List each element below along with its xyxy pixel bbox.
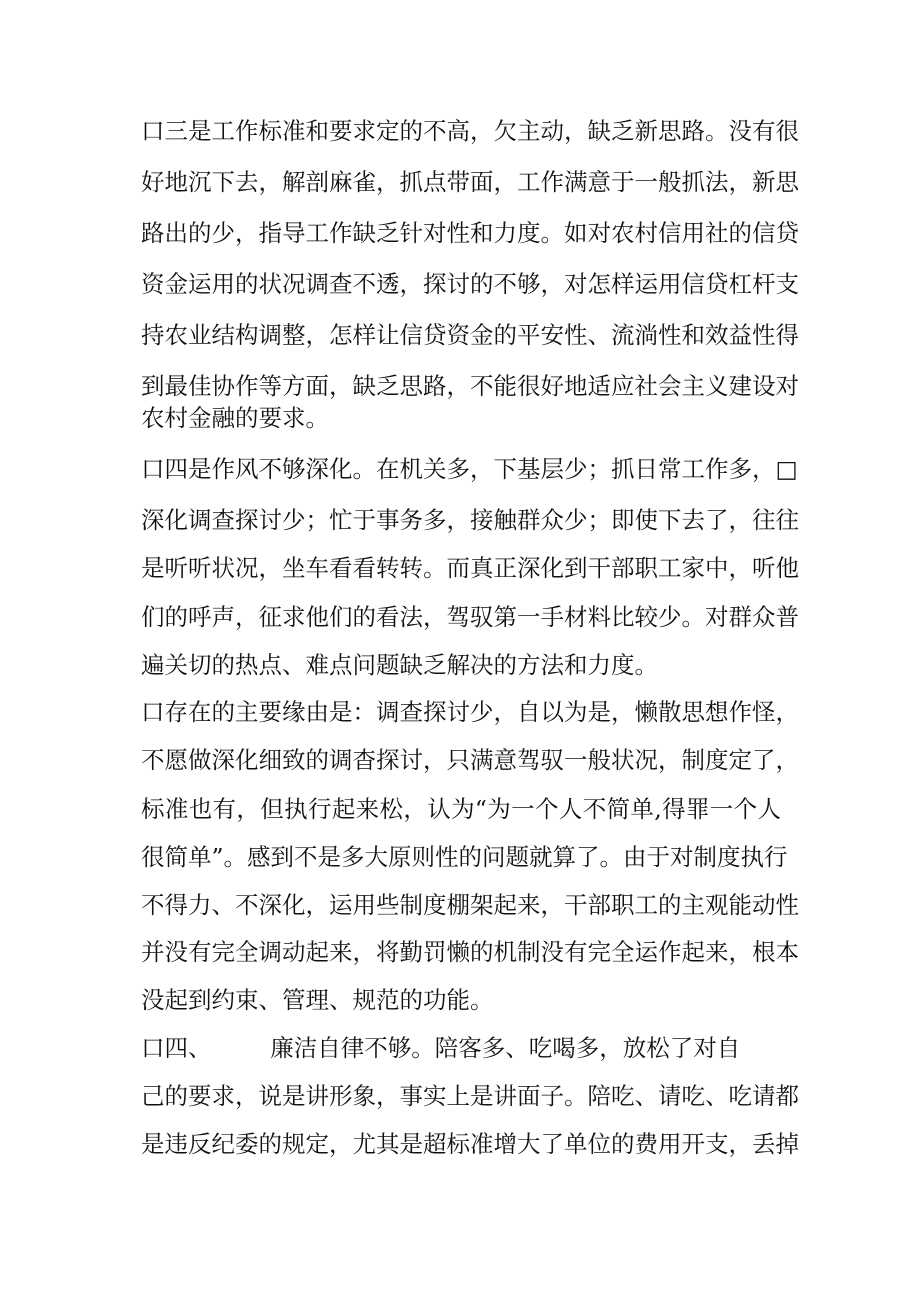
text-line: 好地沉下去，解剖麻雀，抓点带面，工作满意于一般抓法，新思 — [141, 168, 799, 196]
text-line: 不得力、不深化，运用些制度棚架起来，干部职工的主观能动性 — [141, 891, 799, 919]
text-line: 不愿做深化细致的调杳探讨，只满意驾驭一般状况，制度定了， — [141, 746, 799, 774]
text-line: 到最佳协作等方面，缺乏思路，不能很好地适应社会主义建设对 — [141, 372, 799, 400]
text-line: 资金运用的状况调查不透，探讨的不够，对怎样运用信贷杠杆支 — [141, 270, 799, 298]
text-line: 口三是工作标准和要求定的不高，欠主动，缺乏新思路。没有很 — [141, 117, 799, 145]
text-line: 没起到约束、管理、规范的功能。 — [141, 986, 494, 1014]
text-line: 深化调查探讨少；忙于事务多，接触群众少；即使下去了，往往 — [141, 506, 799, 534]
text-line: 路出的少，指导工作缺乏针对性和力度。如对农村信用社的信贷 — [141, 219, 799, 247]
text-line: 农村金融的要求。 — [141, 404, 329, 432]
text-line: 是听听状况，坐车看看转转。而真正深化到干部职工家中，听他 — [141, 554, 799, 582]
text-line: 很简单”。感到不是多大原则性的问题就算了。由于对制度执行 — [141, 843, 788, 871]
text-line: 们的呼声，征求他们的看法，驾驭第一手材料比较少。对群众普 — [141, 603, 799, 631]
text-line: 口四是作风不够深化。在机关多，下基层少；抓日常工作多，□ — [141, 455, 798, 483]
text-line: 并没有完全调动起来，将勤罚懒的机制没有完全运作起来，根本 — [141, 938, 799, 966]
text-line: 口四、 廉洁自律不够。陪客多、吃喝多，放松了对自 — [141, 1034, 741, 1062]
text-line: 己的要求，说是讲形象，事实上是讲面子。陪吃、请吃、吃请都 — [141, 1082, 799, 1110]
text-line: 遍关切的热点、难点问题缺乏解决的方法和力度。 — [141, 651, 658, 679]
text-line: 标准也有，但执行起来松，认为“为一个人不简单,得罪一个人 — [141, 795, 781, 823]
text-line: 是违反纪委的规定，尤其是超标准增大了单位的费用开支，丢掉 — [141, 1130, 799, 1158]
text-line: 持农业结构调整，怎样让信贷资金的平安性、流淌性和效益性得 — [141, 321, 799, 349]
text-line: 口存在的主要缘由是：调查探讨少，自以为是，懒散思想作怪， — [141, 698, 799, 726]
